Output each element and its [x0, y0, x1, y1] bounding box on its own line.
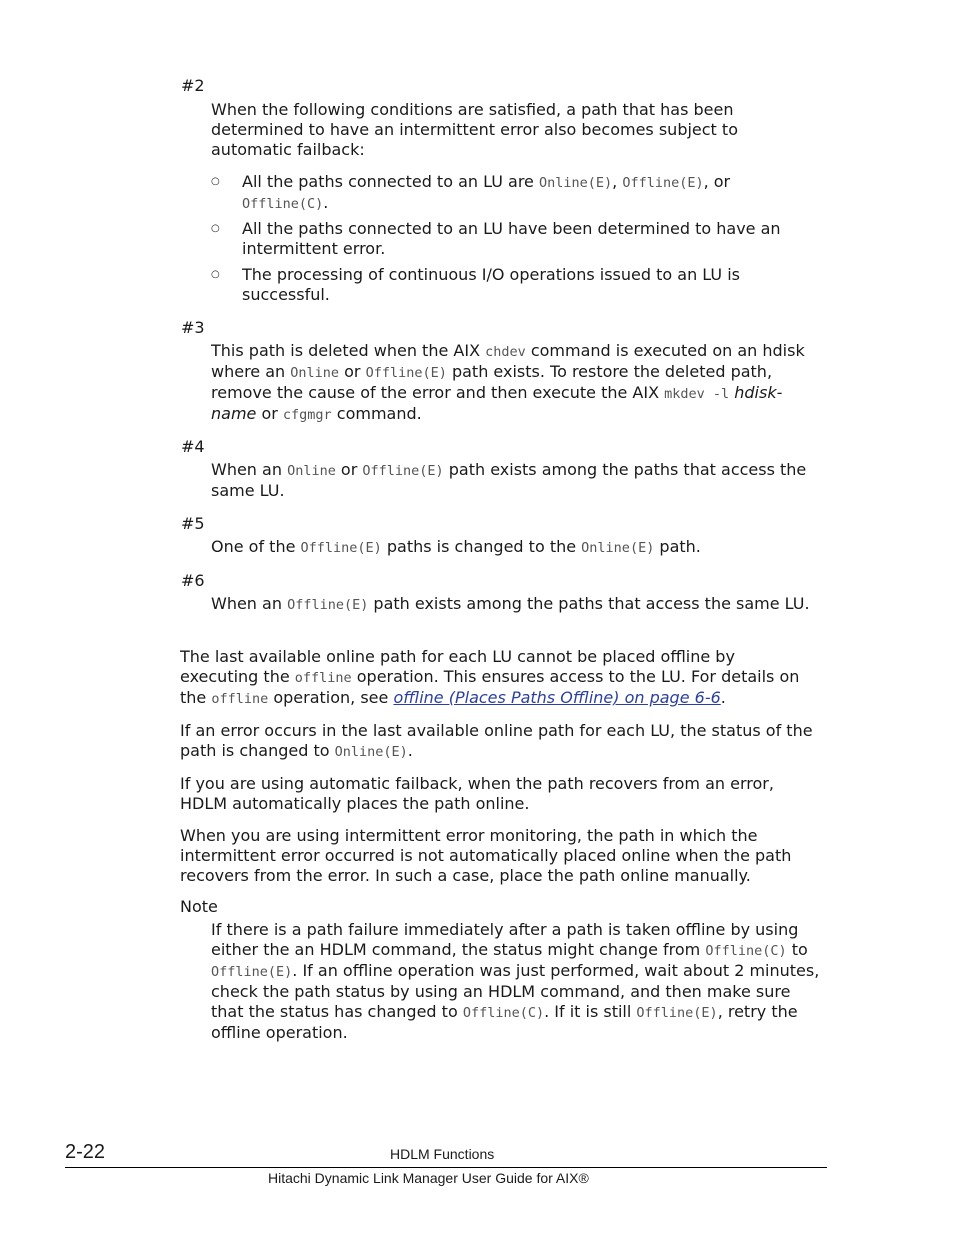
note-marker-4: #4: [181, 437, 205, 456]
footer-book-title: Hitachi Dynamic Link Manager User Guide for AIX®: [268, 1170, 589, 1186]
note-3-text: This path is deleted when the AIX chdev command is executed on an hdisk where an Online or Offline(E) path exists. To restore the deleted path, remove the cause of the error and then execute the AIX mkdev -l hdisk-name or cfgmgr command.: [211, 341, 805, 423]
note-marker-2: #2: [181, 76, 205, 95]
footer-section-title: HDLM Functions: [390, 1146, 495, 1162]
list-item: All the paths connected to an LU have been determined to have an intermittent error.: [242, 219, 781, 258]
bullet-icon: ○: [211, 223, 220, 234]
note-2-intro: When the following conditions are satisfied, a path that has been determined to have an intermittent error also becomes subject to automatic failback:: [211, 100, 738, 159]
paragraph-offline-restriction: The last available online path for each LU cannot be placed offline by executing the offline operation. This ensures access to the LU. For details on the offline operation, see offline (Places Paths Offline) on page 6-6.: [180, 647, 800, 707]
note-marker-5: #5: [181, 514, 205, 533]
footer-divider: [65, 1167, 827, 1168]
list-item: All the paths connected to an LU are Online(E), Offline(E), or Offline(C).: [242, 172, 731, 212]
note-text: If there is a path failure immediately after a path is taken offline by using either the an HDLM command, the status might change from Offline(C) to Offline(E). If an offline operation was just performed, wait about 2 minutes, check the path status by using an HDLM command, and then make sure that the status has changed to Offline(C). If it is still Offline(E), retry the offline operation.: [211, 920, 820, 1042]
note-6-text: When an Offline(E) path exists among the paths that access the same LU.: [211, 594, 810, 613]
note-marker-3: #3: [181, 318, 205, 337]
bullet-icon: ○: [211, 269, 220, 280]
paragraph-automatic-failback: If you are using automatic failback, when the path recovers from an error, HDLM automatically places the path online.: [180, 774, 774, 813]
note-4-text: When an Online or Offline(E) path exists among the paths that access the same LU.: [211, 460, 807, 500]
offline-reference-link[interactable]: offline (Places Paths Offline) on page 6-6: [393, 688, 721, 707]
note-marker-6: #6: [181, 571, 205, 590]
paragraph-last-path-error: If an error occurs in the last available online path for each LU, the status of the path is changed to Online(E).: [180, 721, 813, 760]
paragraph-intermittent-monitoring: When you are using intermittent error monitoring, the path in which the intermittent error occurred is not automatically placed online when the path recovers from the error. In such a case, place the path online manually.: [180, 826, 792, 885]
note-5-text: One of the Offline(E) paths is changed to the Online(E) path.: [211, 537, 701, 556]
note-label: Note: [180, 897, 218, 916]
list-item: The processing of continuous I/O operations issued to an LU is successful.: [242, 265, 740, 304]
page-number: 2-22: [65, 1141, 106, 1163]
bullet-icon: ○: [211, 176, 220, 187]
